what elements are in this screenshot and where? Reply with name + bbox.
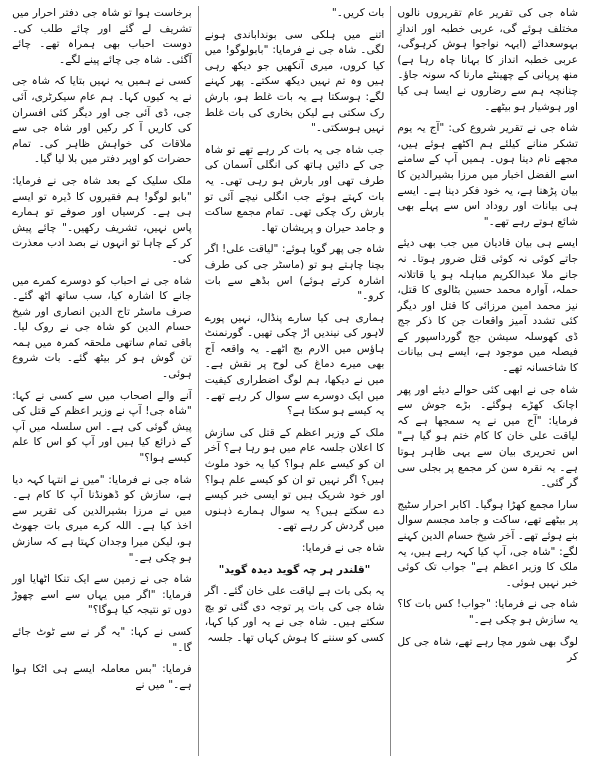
- paragraph: برخاست ہوا تو شاہ جی دفتر احرار میں تشریف لے گئے اور چائے طلب کی۔ دوست احباب بھی ہمراہ تھے۔ چائے آگئی۔ شاہ جی چائے پینے لگے۔: [12, 7, 192, 66]
- paragraph: فرمایا: "بس معاملہ ایسے ہی اٹکا ہوا ہے۔" میں نے: [12, 663, 192, 691]
- paragraph: جب شاہ جی یہ بات کر رہے تھے تو شاہ جی کے دائیں ہاتھ کی انگلی آسمان کی طرف تھی اور بارش ہو رہی تھی۔ یہ بات کہتے ہوئے جب انگلی نیچے آئی تو بارش رک چکی تھی۔ تمام مجمع ساکت و جامد حیران و پریشان تھا۔: [204, 143, 385, 234]
- paragraph: شاہ جی نے فرمایا:: [301, 542, 385, 554]
- paragraph: کسی نے ہمیں یہ نہیں بتایا کہ شاہ جی نے یہ کیوں کہا۔ ہم عام سیکرٹری، آئی جی، ڈی آئی جی اور دیگر کئی افسران کی کاریں آ کر رکیں اور شاہ جی سے ملاقات کی خواہش ظاہر کی۔ تمام حضرات کو اوپر دفتر میں بلا لیا گیا۔: [12, 75, 192, 166]
- paragraph: ایسے ہی بیان قادیان میں جب بھی دیئے جاتے کوئی نہ کوئی قتل ضرور ہوتا۔ نہ جانے ملا عبدالکریم مباہلہ ہو یا قاتلانہ حملہ، آوارہ محمد حسین بٹالوی کا قتل، نیز محمد امین مرزائی کا قتل اور دیگر کئی تشدد آمیز واقعات جن کا ذکر جج ڈی کھوسلہ سیشن جج گورداسپور کے فیصلہ میں موجود ہے، ایسے ہی بیانات کا شاخسانہ تھے۔: [397, 237, 578, 375]
- paragraph: شاہ جی نے ابھی کئی حوالے دیئے اور پھر اچانک کھڑے ہوگئے۔ بڑے جوش سے فرمایا: "آج میں نے یہ سمجھا ہے کہ لیاقت علی خان کا کام ختم ہو گیا ہے" اس تحریری بیان سے یہی ظاہر ہوتا ہے۔ یہ نقرہ سن کر مجمع پر بجلی سی گر گئی۔: [397, 383, 578, 490]
- paragraph: شاہ جی نے فرمایا: "جواب! کس بات کا؟ یہ سازش ہو چکی ہے۔": [397, 598, 578, 626]
- paragraph: شاہ جی نے فرمایا: "میں نے انتہا کہہ دیا ہے، سازش کو ڈھونڈنا آپ کا کام ہے۔ میں نے مرزا بشیرالدین کی تقریر سے اخذ کیا ہے۔ اللہ کرے میری بات جھوٹ ہو، لیکن میرا وجدان کہتا ہے کہ سازش ہو چکی ہے۔": [12, 473, 192, 564]
- paragraph: ہماری ہی کیا سارے پنڈال، نہیں پورے لاہور کی نیندیں اڑ چکی تھیں۔ گورنمنٹ ہاؤس میں الارم بج اٹھے۔ یہ واقعہ آج بھی میرے دماغ کی لوح پر نقش ہے۔ میں نے دیکھا، ہم لوگ اضطراری کیفیت میں ایک دوسرے سے سوال کر رہے تھے۔ یہ کیسے ہو سکتا ہے؟: [204, 311, 385, 418]
- paragraph: اتنے میں ہلکی سی بونداباندی ہونے لگی۔ شاہ جی نے فرمایا: "بابولوگو! میں کیا کروں، میری آنکھیں جو دیکھ رہی ہیں وہ تم نہیں دیکھ سکتے۔ پھر کہنے لگے: ہوسکتا ہے یہ بات غلط ہو، بارش رک سکتی ہے لیکن بخاری کی بات غلط نہیں ہوسکتی۔": [204, 28, 385, 135]
- paragraph: آنے والے اصحاب میں سے کسی نے کہا: "شاہ جی! آپ نے وزیر اعظم کے قتل کی پیش گوئی کی ہے۔ اس سلسلہ میں آپ کے ذرائع کیا ہیں اور آپ کو اس کا علم کیسے ہوا؟": [12, 389, 192, 465]
- paragraph: بات کریں۔": [331, 7, 385, 19]
- paragraph: شاہ جی پھر گویا ہوئے: "لیاقت علی! اگر بچنا چاہتے ہو تو (ماسٹر جی کی طرف اشارہ کرتے ہوئے) اس بڈھے سے بات کرو۔": [204, 243, 385, 303]
- persian-quote: "قلندر ہر چہ گوید دیدہ گوید": [218, 563, 371, 576]
- paragraph: سارا مجمع کھڑا ہوگیا۔ اکابر احرار سٹیج پر بیٹھے تھے، ساکت و جامد مجسم سوال بنے ہوئے تھے۔ آخر شیخ حسام الدین کہنے لگے: "شاہ جی، آپ کیا کہہ رہے ہیں، یہ ملک کا وزیر اعظم ہے" جواب تک کوئی خبر نہیں ہوئی۔: [397, 498, 578, 589]
- paragraph: لوگ بھی شور مچا رہے تھے، شاہ جی کل کر: [397, 635, 578, 664]
- paragraph: کسی نے کہا: "یہ گر نے سے ٹوٹ جائے گا۔": [12, 625, 192, 654]
- paragraph: یہ بکی بات ہے لیاقت علی خان گئے۔ اگر شاہ جی کی بات پر توجہ دی گئی تو بچ سکتے ہیں۔ شاہ جی نے یہ اور کیا کہا، کسی کو سننے کا ہوش کہاں تھا۔ جلسہ: [204, 585, 385, 644]
- text-column-middle: [199, 6, 392, 756]
- paragraph: شاہ جی نے احباب کو دوسرے کمرے میں جانے کا اشارہ کیا، سب ساتھ اٹھ گئے۔ صرف ماسٹر تاج الدین انصاری اور شیخ حسام الدین کو شاہ جی نے روک لیا۔ باقی تمام ساتھی ملحقہ کمرہ میں ہمہ تن گوش ہو کر بیٹھ گئے۔ بات شروع ہوئی۔: [12, 274, 192, 381]
- text-column-right: [391, 6, 584, 756]
- paragraph: شاہ جی نے زمین سے ایک تنکا اٹھایا اور فرمایا: "اگر میں یہاں سے اسے چھوڑ دوں تو نتیجہ کیا ہوگا؟": [12, 573, 192, 617]
- text-column-left: [6, 6, 199, 756]
- paragraph: شاہ جی کی تقریر عام تقریروں نالوں مختلف ہوئے گی، عربی خطبہ اور اندازِ بہوسعدائے (ایہہ نواجوا ہوش کرہوگی، عربی خطبہ انداز کا بہانا چاہ رہا ہے) منھ پرپانی کے چھینٹے مارنا کہ سونہ جاؤ۔ چنانچہ ہم سے رضاروں نے ایسا ہی کیا اور ہوشیار ہو بیٹھے۔: [397, 7, 578, 113]
- paragraph: ملک کے وزیر اعظم کے قتل کی سازش کا اعلان جلسہ عام میں ہو رہا ہے؟ آخر ان کو کیسے علم ہوا؟ کیا یہ خود ملوث ہیں؟ اگر نہیں تو ان کو کیسے علم ہوا؟ اور خود شریک ہیں تو ایسی خبر کیسے دے سکتے ہیں؟ یہ سوال ہمارے ذہنوں میں گردش کر رہے تھے۔: [204, 426, 385, 533]
- paragraph: ملک سلیک کے بعد شاہ جی نے فرمایا: "بابو لوگو! ہم فقیروں کا ڈیرہ تو ایسے ہی ہے۔ کرسیاں اور صوفے تو ہمارے پاس نہیں، تشریف رکھیں۔" چائے پیش کر کے چاہا تو انہوں نے بصد ادب معذرت کی۔: [12, 174, 192, 265]
- paragraph: شاہ جی نے تقریر شروع کی: "آج یہ یوم تشکر منانے کیلئے ہم اکٹھے ہوئے ہیں، مجھے نام دینا ہوں۔ ہمیں آپ کے سامنے اسے الفضل اخبار میں مرزا بشیرالدین کا بیان پڑھنا ہے، یہ خود فکر دینا ہے۔ ایسے ہی بیانات اور روداد اس سے پہلے بھی شائع ہوتے رہے تھے۔": [397, 122, 578, 228]
